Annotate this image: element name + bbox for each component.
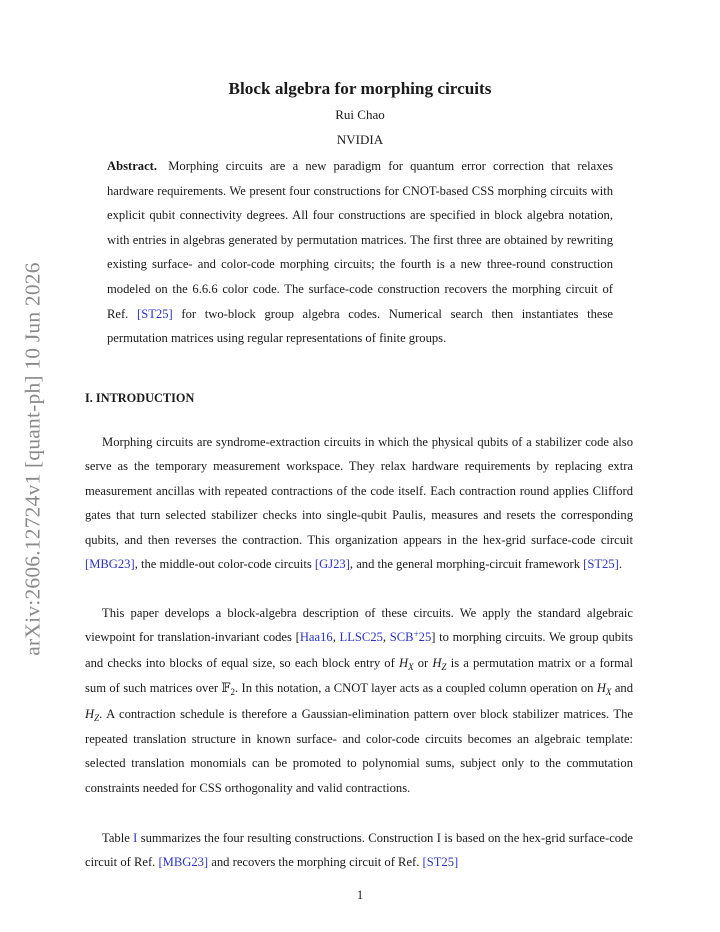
paragraph-text: . In this notation, a CNOT layer acts as a coupled column operation on	[234, 681, 594, 696]
paragraph-text: Table	[102, 831, 130, 845]
math-subscript: Z	[94, 712, 100, 723]
citation-link-llsc25[interactable]: LLSC25	[339, 630, 383, 645]
math-hx	[596, 681, 612, 698]
citation-superscript: +	[413, 629, 419, 640]
intro-paragraph-2	[85, 601, 633, 800]
author-affiliation: NVIDIA	[336, 132, 384, 147]
citation-link-mbg23[interactable]: [MBG23]	[85, 557, 135, 572]
paragraph-text: ] to morphing circuits. We group qubits and checks into blocks of equal size, so each block entry of	[85, 630, 633, 670]
paragraph-text: , the middle-out color-code circuits	[134, 557, 312, 572]
abstract	[107, 154, 613, 351]
paragraph-text: Morphing circuits are syndrome-extraction circuits in which the physical qubits of a stabilizer code also serve as the temporary measurement workspace. They relax hardware requirements by replacing extra measurement ancillas with repeated contractions of the code itself. Each contraction round applies Clifford gates that turn selected stabilizer checks into single-qubit Paulis, measures and resets the corresponding qubits, and then reverses the contraction. This organization appears in the hex-grid surface-code circuit	[85, 435, 633, 547]
citation-link-gj23[interactable]: [GJ23]	[314, 557, 350, 572]
math-subscript: 2	[230, 687, 235, 698]
math-base: H	[432, 655, 442, 670]
math-field	[221, 681, 235, 698]
paragraph-text: . A contraction schedule is therefore a Gaussian-elimination pattern over block stabilizer matrices. The repeated translation structure in known surface- and color-code circuits becomes an algebraic template: selected translation monomials can be promoted to polynomial sums, subject only to the commutation constraints needed for CSS orthogonality and valid contractions.	[85, 706, 633, 795]
paragraph-text: or	[417, 655, 429, 670]
math-base: H	[398, 655, 409, 670]
math-subscript: X	[605, 687, 612, 698]
paragraph-text: summarizes the four resulting constructions. Construction I is based on the hex-grid surface-code circuit of Ref.	[85, 831, 633, 870]
citation-link-st25[interactable]: [ST25]	[422, 855, 459, 870]
intro-paragraph-1	[85, 430, 633, 576]
paragraph-text: and	[614, 681, 633, 696]
intro-paragraph-3	[85, 826, 633, 875]
math-hx	[399, 656, 414, 670]
abstract-text: Morphing circuits are a new paradigm for quantum error correction that relaxes hardware requirements. We present four constructions for CNOT-based CSS morphing circuits with explicit qubit connectivity degrees. All four constructions are specified in block algebra notation, with entries in algebras generated by permutation matrices. The first three are obtained by rewriting existing surface- and color-code morphing circuits; the fourth is a new three-round construction modeled on the 6.6.6 color code. The surface-code construction recovers the morphing circuit of Ref.	[107, 159, 613, 321]
citation-link-haa16[interactable]: Haa16	[299, 630, 333, 645]
paragraph-text: , and the general morphing-circuit framework	[349, 557, 580, 572]
citation-link-scb25[interactable]	[390, 630, 431, 644]
section-heading-introduction: I. INTRODUCTION	[85, 391, 195, 405]
page-number: 1	[356, 888, 364, 902]
citation-main: SCB	[389, 630, 414, 645]
arxiv-sidebar-stamp: arXiv:2606.12724v1 [quant-ph] 10 Jun 2026	[20, 262, 45, 656]
math-base: 𝔽	[221, 681, 231, 696]
math-subscript: Z	[441, 661, 447, 672]
math-base: H	[85, 706, 95, 721]
table-reference-link[interactable]: I	[133, 831, 138, 845]
citation-link-st25[interactable]: [ST25]	[583, 557, 619, 572]
paragraph-text: and recovers the morphing circuit of Ref.	[211, 855, 420, 870]
math-subscript: X	[408, 661, 414, 672]
citation-separator: ,	[382, 630, 390, 645]
paper-title: Block algebra for morphing circuits	[228, 79, 492, 98]
citation-separator: ,	[332, 630, 340, 645]
citation-link-st25[interactable]: [ST25]	[137, 306, 173, 321]
paragraph-text: This paper develops a block-algebra description of these circuits. We apply the standard algebraic viewpoint for translation-invariant codes [	[85, 606, 633, 645]
math-hz	[432, 656, 446, 670]
author-name: Rui Chao	[335, 107, 385, 122]
citation-year: 25	[418, 630, 432, 645]
abstract-text: for two-block group algebra codes. Numerical search then instantiates these permutation matrices using regular representations of finite groups.	[107, 306, 614, 346]
paragraph-text: is a permutation matrix or a formal sum of such matrices over	[85, 655, 634, 696]
math-base: H	[596, 681, 606, 696]
math-hz	[85, 707, 99, 721]
paragraph-text: .	[618, 557, 622, 572]
abstract-label: Abstract.	[107, 159, 158, 173]
citation-link-mbg23[interactable]: [MBG23]	[158, 855, 209, 870]
